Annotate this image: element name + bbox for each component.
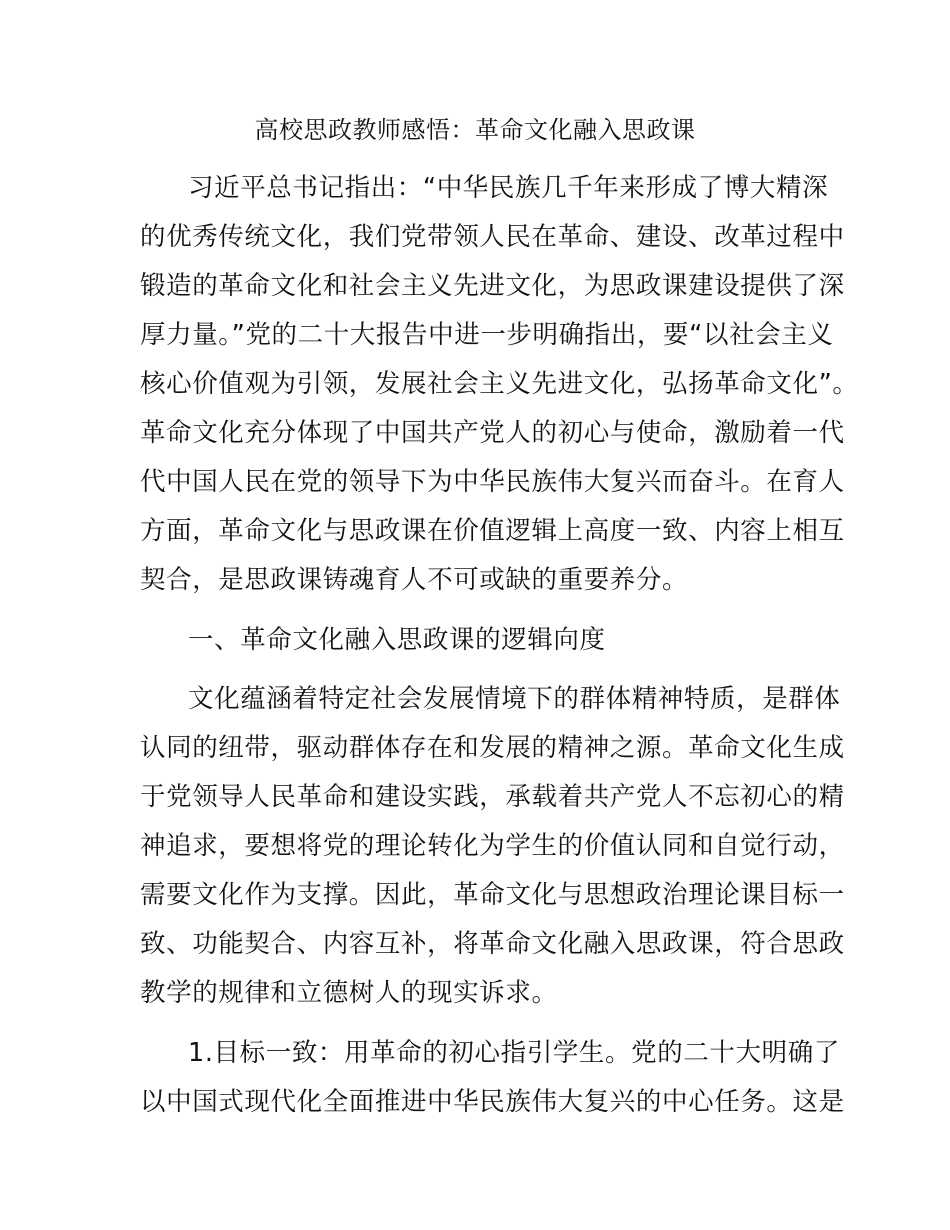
paragraph-1-line-4: 厚力量。”党的二十大报告中进一步明确指出，要“以社会主义: [140, 320, 834, 350]
paragraph-2-line-3: 于党领导人民革命和建设实践，承载着共产党人不忘初心的精: [140, 782, 845, 812]
paragraph-1-line-1: 习近平总书记指出：“中华民族几千年来形成了博大精深: [188, 173, 829, 203]
section-heading-1: 一、革命文化融入思政课的逻辑向度: [188, 625, 606, 655]
document-title: 高校思政教师感悟：革命文化融入思政课: [254, 116, 696, 144]
paragraph-1-line-9: 契合，是思政课铸魂育人不可或缺的重要养分。: [140, 565, 689, 595]
paragraph-2-line-7: 教学的规律和立德树人的现实诉求。: [140, 978, 558, 1008]
paragraph-2-line-6: 致、功能契合、内容互补，将革命文化融入思政课，符合思政: [140, 929, 845, 959]
paragraph-3-line-2: 以中国式现代化全面推进中华民族伟大复兴的中心任务。这是: [140, 1087, 845, 1117]
paragraph-2-line-1: 文化蕴涵着特定社会发展情境下的群体精神特质，是群体: [188, 684, 841, 714]
paragraph-1-line-7: 代中国人民在党的领导下为中华民族伟大复兴而奋斗。在育人: [140, 467, 845, 497]
paragraph-1-line-3: 锻造的革命文化和社会主义先进文化，为思政课建设提供了深: [140, 271, 845, 301]
paragraph-1-line-6: 革命文化充分体现了中国共产党人的初心与使命，激励着一代: [140, 418, 845, 448]
paragraph-1-line-8: 方面，革命文化与思政课在价值逻辑上高度一致、内容上相互: [140, 516, 845, 546]
paragraph-2-line-5: 需要文化作为支撑。因此，革命文化与思想政治理论课目标一: [140, 880, 845, 910]
paragraph-3-line-1: 1.目标一致：用革命的初心指引学生。党的二十大明确了: [188, 1038, 840, 1068]
paragraph-2-line-4: 神追求，要想将党的理论转化为学生的价值认同和自觉行动，: [140, 831, 845, 861]
paragraph-1-line-2: 的优秀传统文化，我们党带领人民在革命、建设、改革过程中: [140, 222, 845, 252]
paragraph-2-line-2: 认同的纽带，驱动群体存在和发展的精神之源。革命文化生成: [140, 733, 845, 763]
paragraph-1-line-5: 核心价值观为引领，发展社会主义先进文化，弘扬革命文化”。: [140, 369, 859, 399]
